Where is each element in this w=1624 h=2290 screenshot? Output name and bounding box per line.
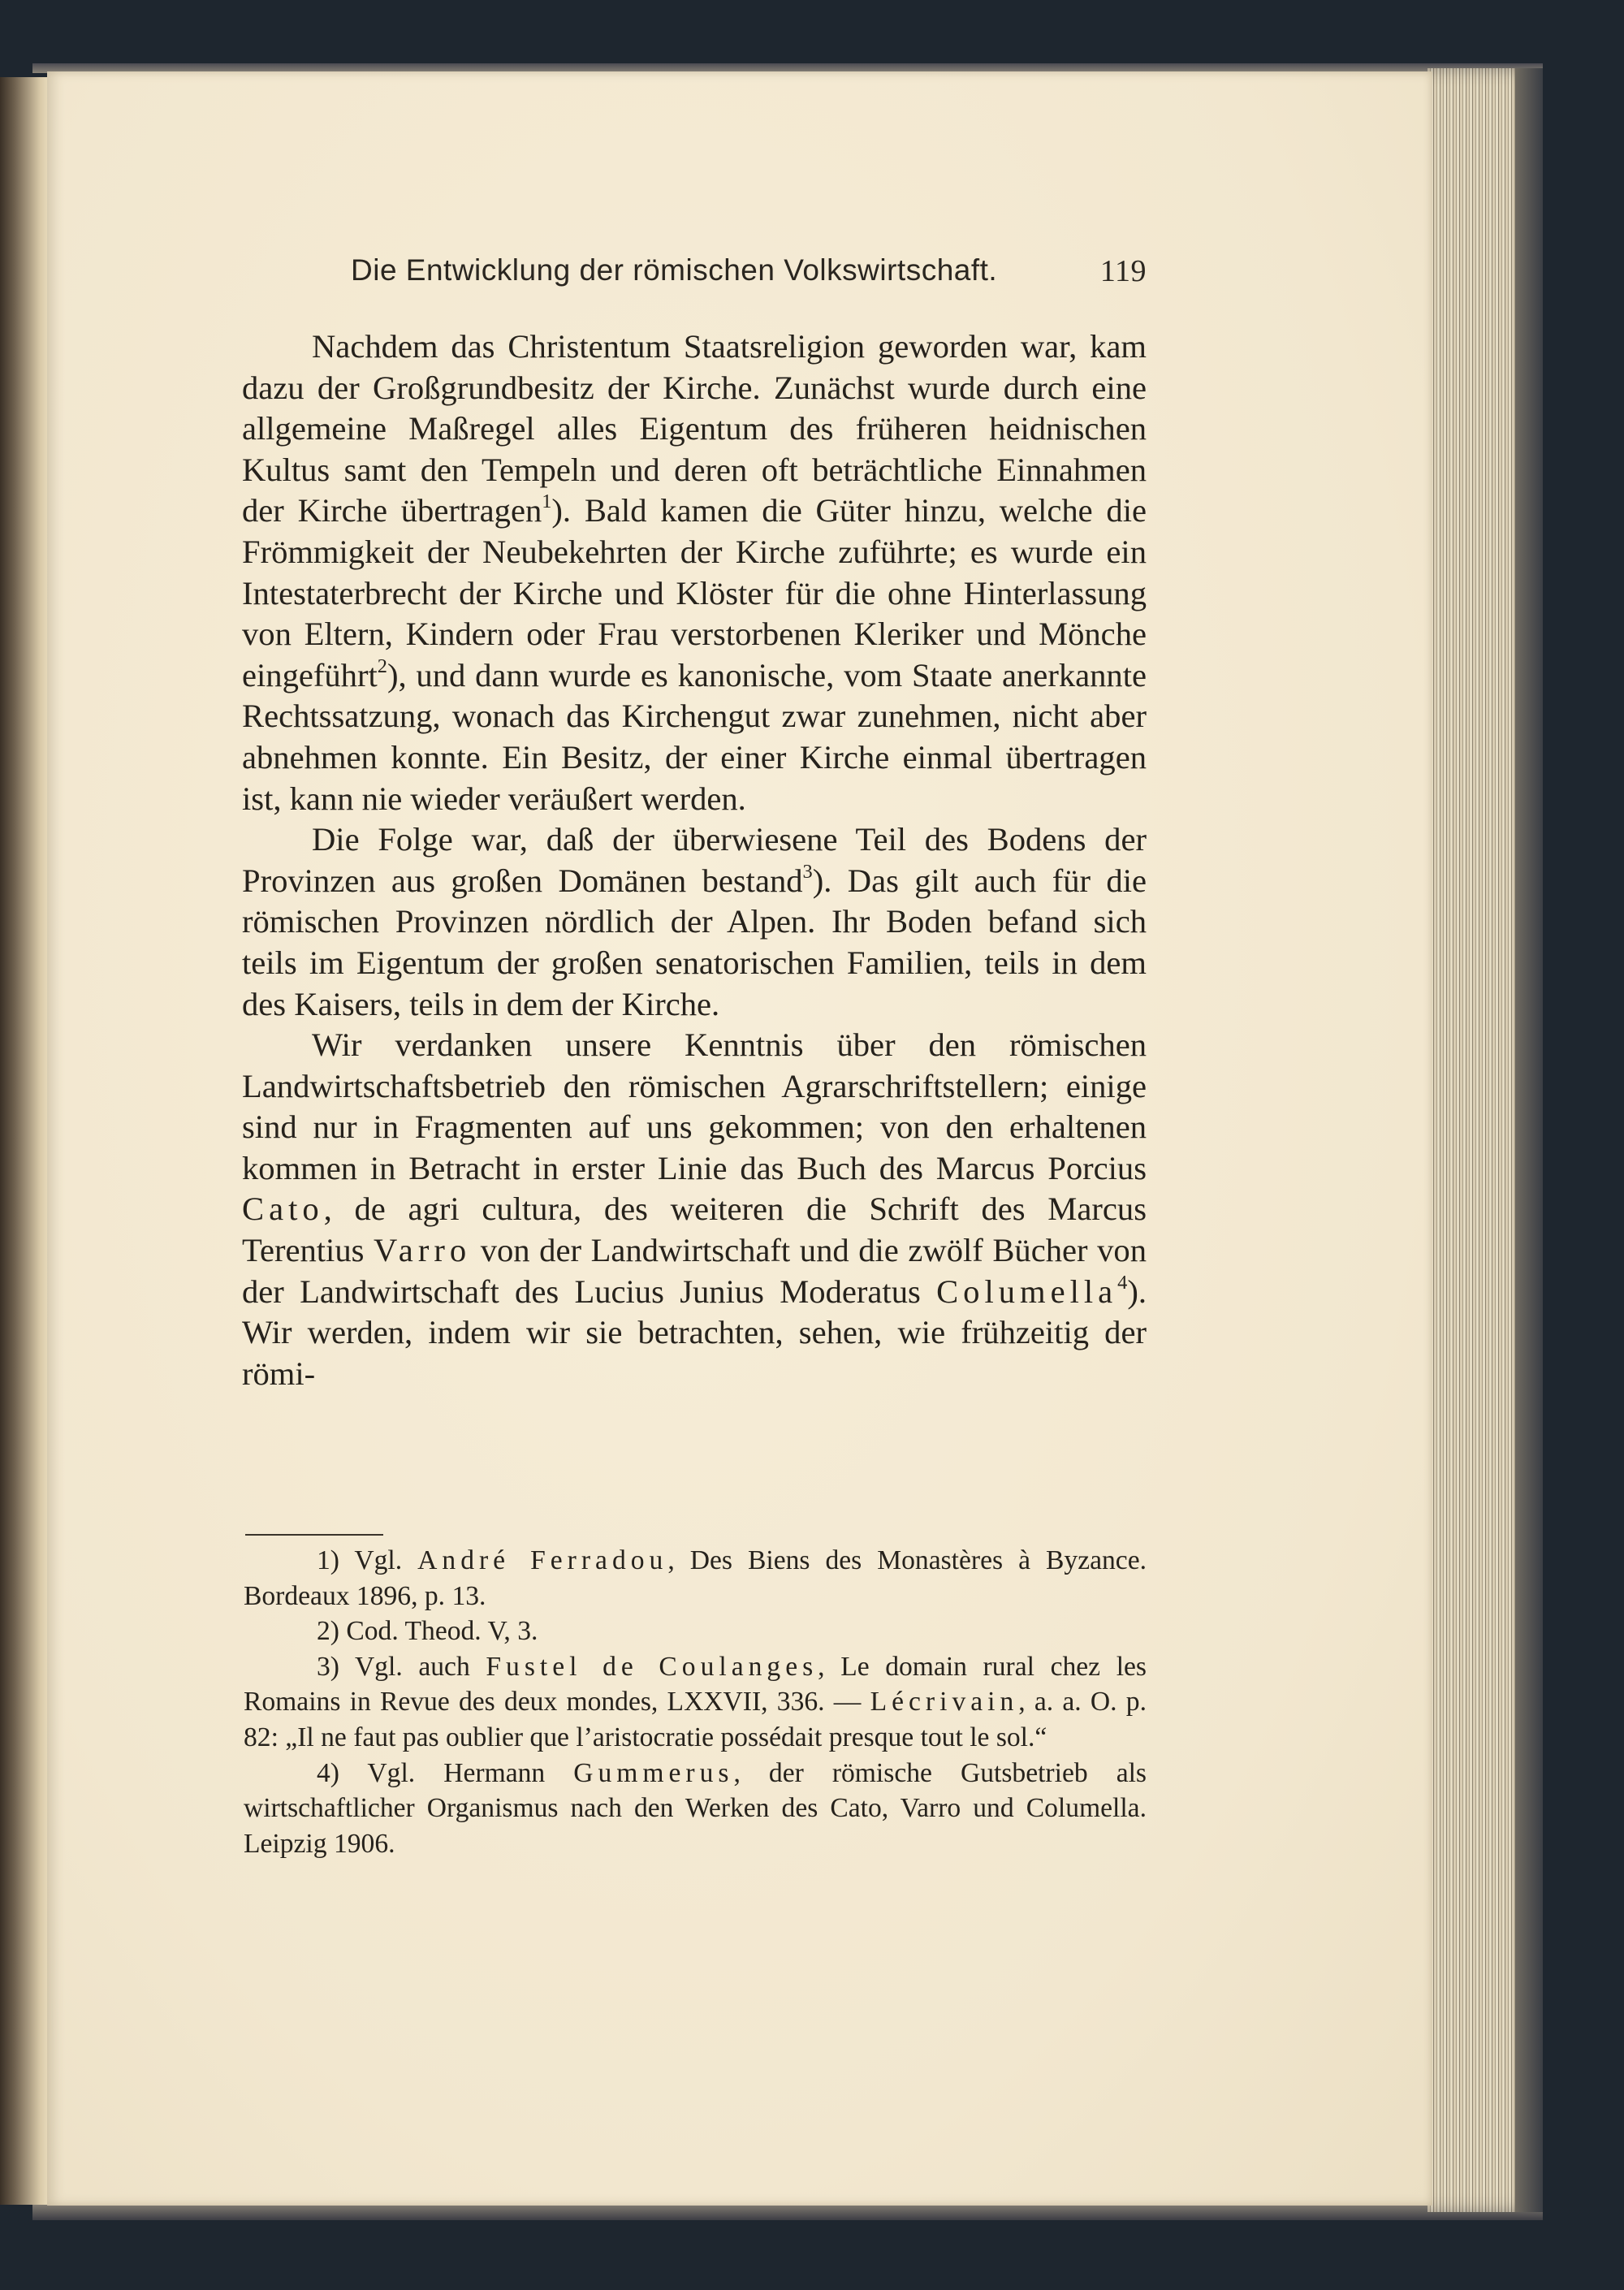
main-text [242,326,1147,1394]
footnote-1-text-a: 1) Vgl. [317,1545,418,1575]
footnote-separator [245,1534,383,1536]
footnote-ref-3: 3 [802,860,813,883]
footnote-ref-2: 2 [377,655,387,677]
footnote-2 [244,1614,1147,1649]
footnote-4 [244,1756,1147,1862]
footnote-3-author: Fustel de Coulanges [486,1651,818,1682]
paragraph-3-text-c: von der Landwirtschaft und die zwölf Bücher von der Landwirtschaft des Lucius Junius Moderatus [242,1232,1147,1310]
footnote-4-text-a: 4) Vgl. Hermann [317,1757,574,1788]
footnote-3-text-c: , a. a. O. p. 82: „Il ne faut pas oublier que l’aristocratie possédait presque tout le sol.“ [244,1687,1147,1752]
page-number: 119 [1099,254,1147,288]
paragraph-3-text-a: Wir verdanken unsere Kenntnis über den römischen Landwirtschaftsbetrieb den römischen Agrarschriftstellern; einige sind nur in Fragmenten auf uns gekommen; von den erhaltenen kommen in Betracht in erster Linie das Buch des Marcus Porcius [242,1026,1147,1186]
footnote-1 [244,1543,1147,1614]
footnote-3-author-2: Lécrivain [870,1687,1019,1718]
footnote-2-text: 2) Cod. Theod. V, 3. [317,1616,538,1647]
footnote-1-author: André Ferradou [417,1545,668,1575]
book-cover-side-edge [1515,68,1543,2212]
footnote-3-text-a: 3) Vgl. auch [317,1651,486,1682]
footnote-4-author: Gummerus [573,1757,734,1788]
paragraph-1-text-c: ), und dann wurde es kanonische, vom Staate anerkannte Rechtssatzung, wonach das Kirchengut zwar zunehmen, nicht aber abnehmen konnte. Ein Besitz, der einer Kirche einmal übertragen ist, kann nie wieder veräußert werden. [242,656,1147,817]
paragraph-2-text-b: ). Das gilt auch für die römischen Provinzen nördlich der Alpen. Ihr Boden befand sich teils im Eigentum der großen senatorischen Familien, teils in dem des Kaisers, teils in dem der Kirche. [242,862,1147,1022]
footnote-1-text-b: , Des Biens des Monastères à Byzance. Bordeaux 1896, p. 13. [244,1545,1147,1611]
paragraph-3-text-d: ). Wir werden, indem wir sie betrachten, sehen, wie frühzeitig der römi- [242,1272,1147,1392]
name-columella: Columella [936,1272,1118,1310]
footnote-ref-4: 4 [1117,1271,1128,1294]
running-head-title: Die Entwicklung der römischen Volkswirtschaft. [351,253,998,287]
name-varro: Varro [374,1232,472,1269]
paragraph-1-text-a: Nachdem das Christentum Staatsreligion geworden war, kam dazu der Großgrundbesitz der Kirche. Zunächst wurde durch eine allgemeine Maßregel alles Eigentum des früheren heidnischen Kultus samt den Tempeln und deren oft beträchtliche Einnahmen der Kirche übertragen [242,328,1147,529]
running-head [351,253,1147,299]
paragraph-3-text-b: , de agri cultura, des weiteren die Schrift des Marcus Terentius [242,1190,1147,1269]
footnote-3-text-b: , Le domain rural chez les Romains in Revue des deux mondes, LXXVII, 336. — [244,1651,1147,1718]
paragraph-3 [242,1025,1147,1394]
facing-page-edge [0,77,47,2205]
footnotes [244,1543,1147,1861]
footnote-4-text-b: , der römische Gutsbetrieb als wirtschaftlicher Organismus nach den Werken des Cato, Varro und Columella. Leipzig 1906. [244,1757,1147,1859]
paragraph-2-text-a: Die Folge war, daß der überwiesene Teil des Bodens der Provinzen aus großen Domänen bestand [242,821,1147,899]
paragraph-1-text-b: ). Bald kamen die Güter hinzu, welche die Frömmigkeit der Neubekehrten der Kirche zuführte; es wurde ein Intestaterbrecht der Kirche und Klöster für die ohne Hinterlassung von Eltern, Kindern oder Frau verstorbenen Kleriker und Mönche eingeführt [242,492,1147,693]
paragraph-1 [242,326,1147,819]
paragraph-2 [242,819,1147,1025]
footnote-3 [244,1649,1147,1756]
footnote-ref-1: 1 [542,490,552,513]
name-cato: Cato [242,1190,324,1228]
